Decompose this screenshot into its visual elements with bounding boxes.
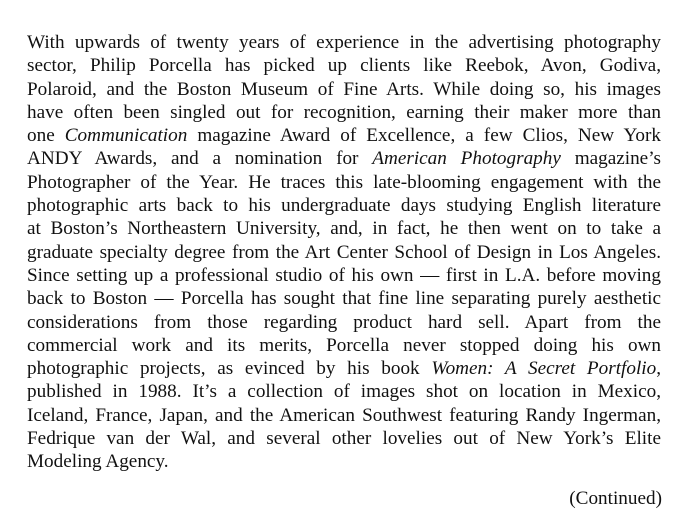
text-line bbox=[27, 311, 661, 334]
text-line bbox=[27, 427, 661, 450]
text-line bbox=[27, 217, 661, 240]
text-segment: magazine’s bbox=[560, 148, 661, 170]
text-segment: photographic arts back to his undergraduate days studying English literature bbox=[27, 195, 661, 217]
text-segment: Iceland, France, Japan, and the American Southwest featuring Randy Ingerman, bbox=[27, 404, 661, 426]
text-line bbox=[27, 194, 661, 217]
text-segment: ANDY Awards, and a nomination for bbox=[27, 148, 373, 170]
text-segment: graduate specialty degree from the Art Center School of Design in Los Angeles. bbox=[27, 241, 661, 263]
text-line bbox=[27, 124, 661, 147]
text-line bbox=[27, 264, 661, 287]
text-line bbox=[27, 101, 661, 124]
text-line bbox=[27, 54, 661, 77]
text-line bbox=[27, 287, 661, 310]
text-segment: With upwards of twenty years of experience in the advertising photography bbox=[27, 32, 661, 53]
text-segment: back to Boston — Porcella has sought that fine line separating purely aesthetic bbox=[27, 288, 661, 310]
italic-title: Communication bbox=[64, 125, 188, 147]
text-line bbox=[27, 404, 661, 427]
text-segment: photographic projects, as evinced by his book bbox=[27, 358, 432, 380]
continued-note: (Continued) bbox=[569, 488, 662, 509]
text-line bbox=[27, 31, 661, 54]
text-line bbox=[27, 241, 661, 264]
text-segment: published in 1988. It’s a collection of images shot on location in Mexico, bbox=[27, 381, 661, 403]
text-segment: , bbox=[656, 358, 662, 380]
text-line bbox=[27, 147, 661, 170]
text-segment: have often been singled out for recognition, earning their maker more than bbox=[27, 101, 661, 123]
text-line bbox=[27, 450, 661, 473]
text-line bbox=[27, 357, 661, 380]
italic-title: American Photography bbox=[372, 148, 561, 170]
italic-title: Women: A Secret Portfolio bbox=[431, 358, 657, 380]
text-segment: considerations from those regarding product hard sell. Apart from the bbox=[27, 311, 661, 333]
text-segment: Fedrique van der Wal, and several other lovelies out of New York’s Elite bbox=[27, 428, 661, 450]
text-segment: Polaroid, and the Boston Museum of Fine Arts. While doing so, his images bbox=[27, 78, 661, 100]
text-line bbox=[27, 334, 661, 357]
text-segment: Modeling Agency. bbox=[27, 451, 169, 473]
body-paragraph bbox=[27, 31, 661, 474]
text-segment: one bbox=[27, 125, 65, 147]
text-segment: Since setting up a professional studio of his own — first in L.A. before moving bbox=[27, 264, 661, 286]
text-segment: sector, Philip Porcella has picked up clients like Reebok, Avon, Godiva, bbox=[27, 55, 661, 77]
text-segment: Photographer of the Year. He traces this late-blooming engagement with the bbox=[27, 171, 661, 193]
text-segment: magazine Award of Excellence, a few Clios, New York bbox=[187, 125, 661, 147]
text-line bbox=[27, 78, 661, 101]
text-line bbox=[27, 380, 661, 403]
text-segment: commercial work and its merits, Porcella never stopped doing his own bbox=[27, 334, 661, 356]
text-line bbox=[27, 171, 661, 194]
text-segment: at Boston’s Northeastern University, and, in fact, he then went on to take a bbox=[27, 218, 661, 240]
